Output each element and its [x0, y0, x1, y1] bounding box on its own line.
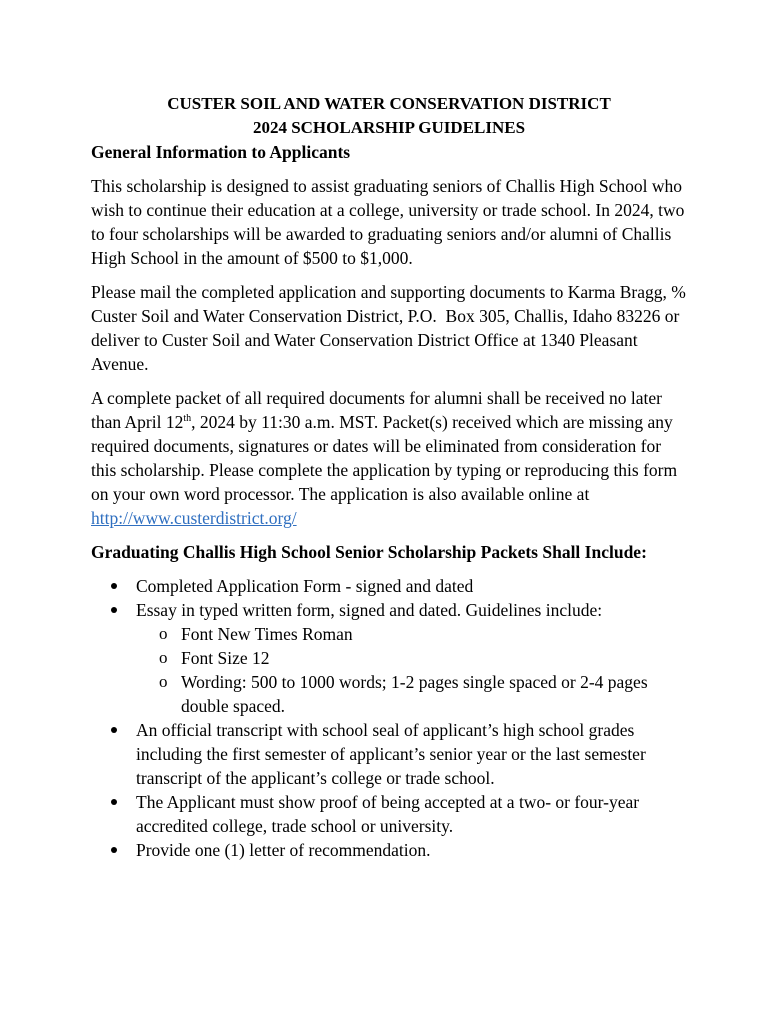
list-item-text: An official transcript with school seal of applicant’s high school grades including the first semester of applicant’s senior year or the last semester transcript of the applicant’s college or trade school. [136, 720, 646, 788]
essay-guideline-wording [136, 670, 687, 718]
document-page [91, 92, 687, 862]
list-item-text: Wording: 500 to 1000 words; 1-2 pages single spaced or 2-4 pages double spaced. [181, 672, 648, 716]
ordinal-suffix: th [183, 413, 192, 425]
list-item-text: Font New Times Roman [181, 624, 353, 644]
document-title-line-1: CUSTER SOIL AND WATER CONSERVATION DISTRICT [167, 94, 611, 113]
bullet-icon [111, 799, 117, 805]
list-item-text: Provide one (1) letter of recommendation. [136, 840, 431, 860]
list-item-text: Completed Application Form - signed and dated [136, 576, 474, 596]
document-title-line-2: 2024 SCHOLARSHIP GUIDELINES [252, 118, 526, 137]
list-item-text: Font Size 12 [181, 648, 270, 668]
bullet-icon [111, 847, 117, 853]
list-item-application-form [91, 574, 687, 598]
list-item-transcript [91, 718, 687, 790]
list-item-proof-of-acceptance [91, 790, 687, 838]
district-website-link[interactable]: http://www.custerdistrict.org/ [91, 508, 297, 528]
general-info-paragraph-2: Please mail the completed application and supporting documents to Karma Bragg, % Custer Soil and Water Conservation District, P.O. Box 305, Challis, Idaho 83226 or deliver to Custer Soil and Water Conservation District Office at 1340 Pleasant Avenue. [91, 282, 686, 374]
hollow-bullet-icon: o [159, 648, 168, 667]
general-info-paragraph-3 [91, 386, 687, 530]
packet-requirements-list [91, 574, 687, 862]
list-item-recommendation-letter [91, 838, 687, 862]
essay-guideline-font-size [136, 646, 687, 670]
list-item-essay [91, 598, 687, 718]
bullet-icon [111, 607, 117, 613]
deadline-text: A complete packet of all required documents for alumni shall be received no later than April 12 [91, 388, 662, 432]
hollow-bullet-icon: o [159, 672, 168, 691]
general-info-heading: General Information to Applicants [91, 142, 351, 162]
essay-guideline-font [136, 622, 687, 646]
deadline-details-text: , 2024 by 11:30 a.m. MST. Packet(s) received which are missing any required documents, signatures or dates will be eliminated from consideration for this scholarship. Please complete the application by typing or reproducing this form on your own word processor. The application is also available online at [91, 412, 678, 504]
general-info-paragraph-1: This scholarship is designed to assist graduating seniors of Challis High School who wish to continue their education at a college, university or trade school. In 2024, two to four scholarships will be awarded to graduating seniors and/or alumni of Challis High School in the amount of $500 to $1,000. [91, 176, 685, 268]
bullet-icon [111, 727, 117, 733]
list-item-text: The Applicant must show proof of being accepted at a two- or four-year accredited college, trade school or university. [136, 792, 640, 836]
list-item-text: Essay in typed written form, signed and dated. Guidelines include: [136, 600, 603, 620]
packet-requirements-heading: Graduating Challis High School Senior Scholarship Packets Shall Include: [91, 542, 647, 562]
hollow-bullet-icon: o [159, 624, 168, 643]
essay-guidelines-list [136, 622, 687, 718]
bullet-icon [111, 583, 117, 589]
